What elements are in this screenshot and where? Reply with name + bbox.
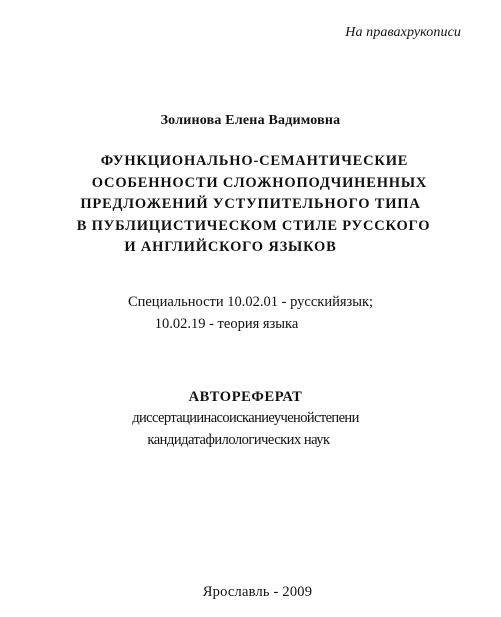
specialty-line-1: Специальности 10.02.01 - русскийязык; bbox=[127, 294, 374, 310]
abstract-label: АВТОРЕФЕРАТ bbox=[188, 389, 303, 405]
title-line-1: ФУНКЦИОНАЛЬНО-СЕМАНТИЧЕСКИЕ bbox=[100, 153, 409, 169]
title-line-5: И АНГЛИЙСКОГО ЯЗЫКОВ bbox=[124, 239, 337, 255]
city-year: Ярославль - 2009 bbox=[202, 584, 313, 600]
manuscript-note: На правахрукописи bbox=[345, 25, 461, 40]
title-line-4: В ПУБЛИЦИСТИЧЕСКОМ СТИЛЕ РУССКОГО bbox=[76, 217, 431, 234]
author-name: Золинова Елена Вадимовна bbox=[160, 113, 341, 128]
title-line-2: ОСОБЕННОСТИ СЛОЖНОПОДЧИНЕННЫХ bbox=[91, 174, 428, 191]
abstract-purpose-line-1: диссертациинасоисканиеученойстепени bbox=[132, 410, 359, 426]
abstract-purpose-line-2: кандидатафилологических наук bbox=[147, 432, 330, 448]
dissertation-title bbox=[0, 151, 501, 259]
title-line-3: ПРЕДЛОЖЕНИЙ УСТУПИТЕЛЬНОГО ТИПА bbox=[80, 196, 421, 212]
specialty-line-2: 10.02.19 - теория языка bbox=[154, 316, 299, 332]
